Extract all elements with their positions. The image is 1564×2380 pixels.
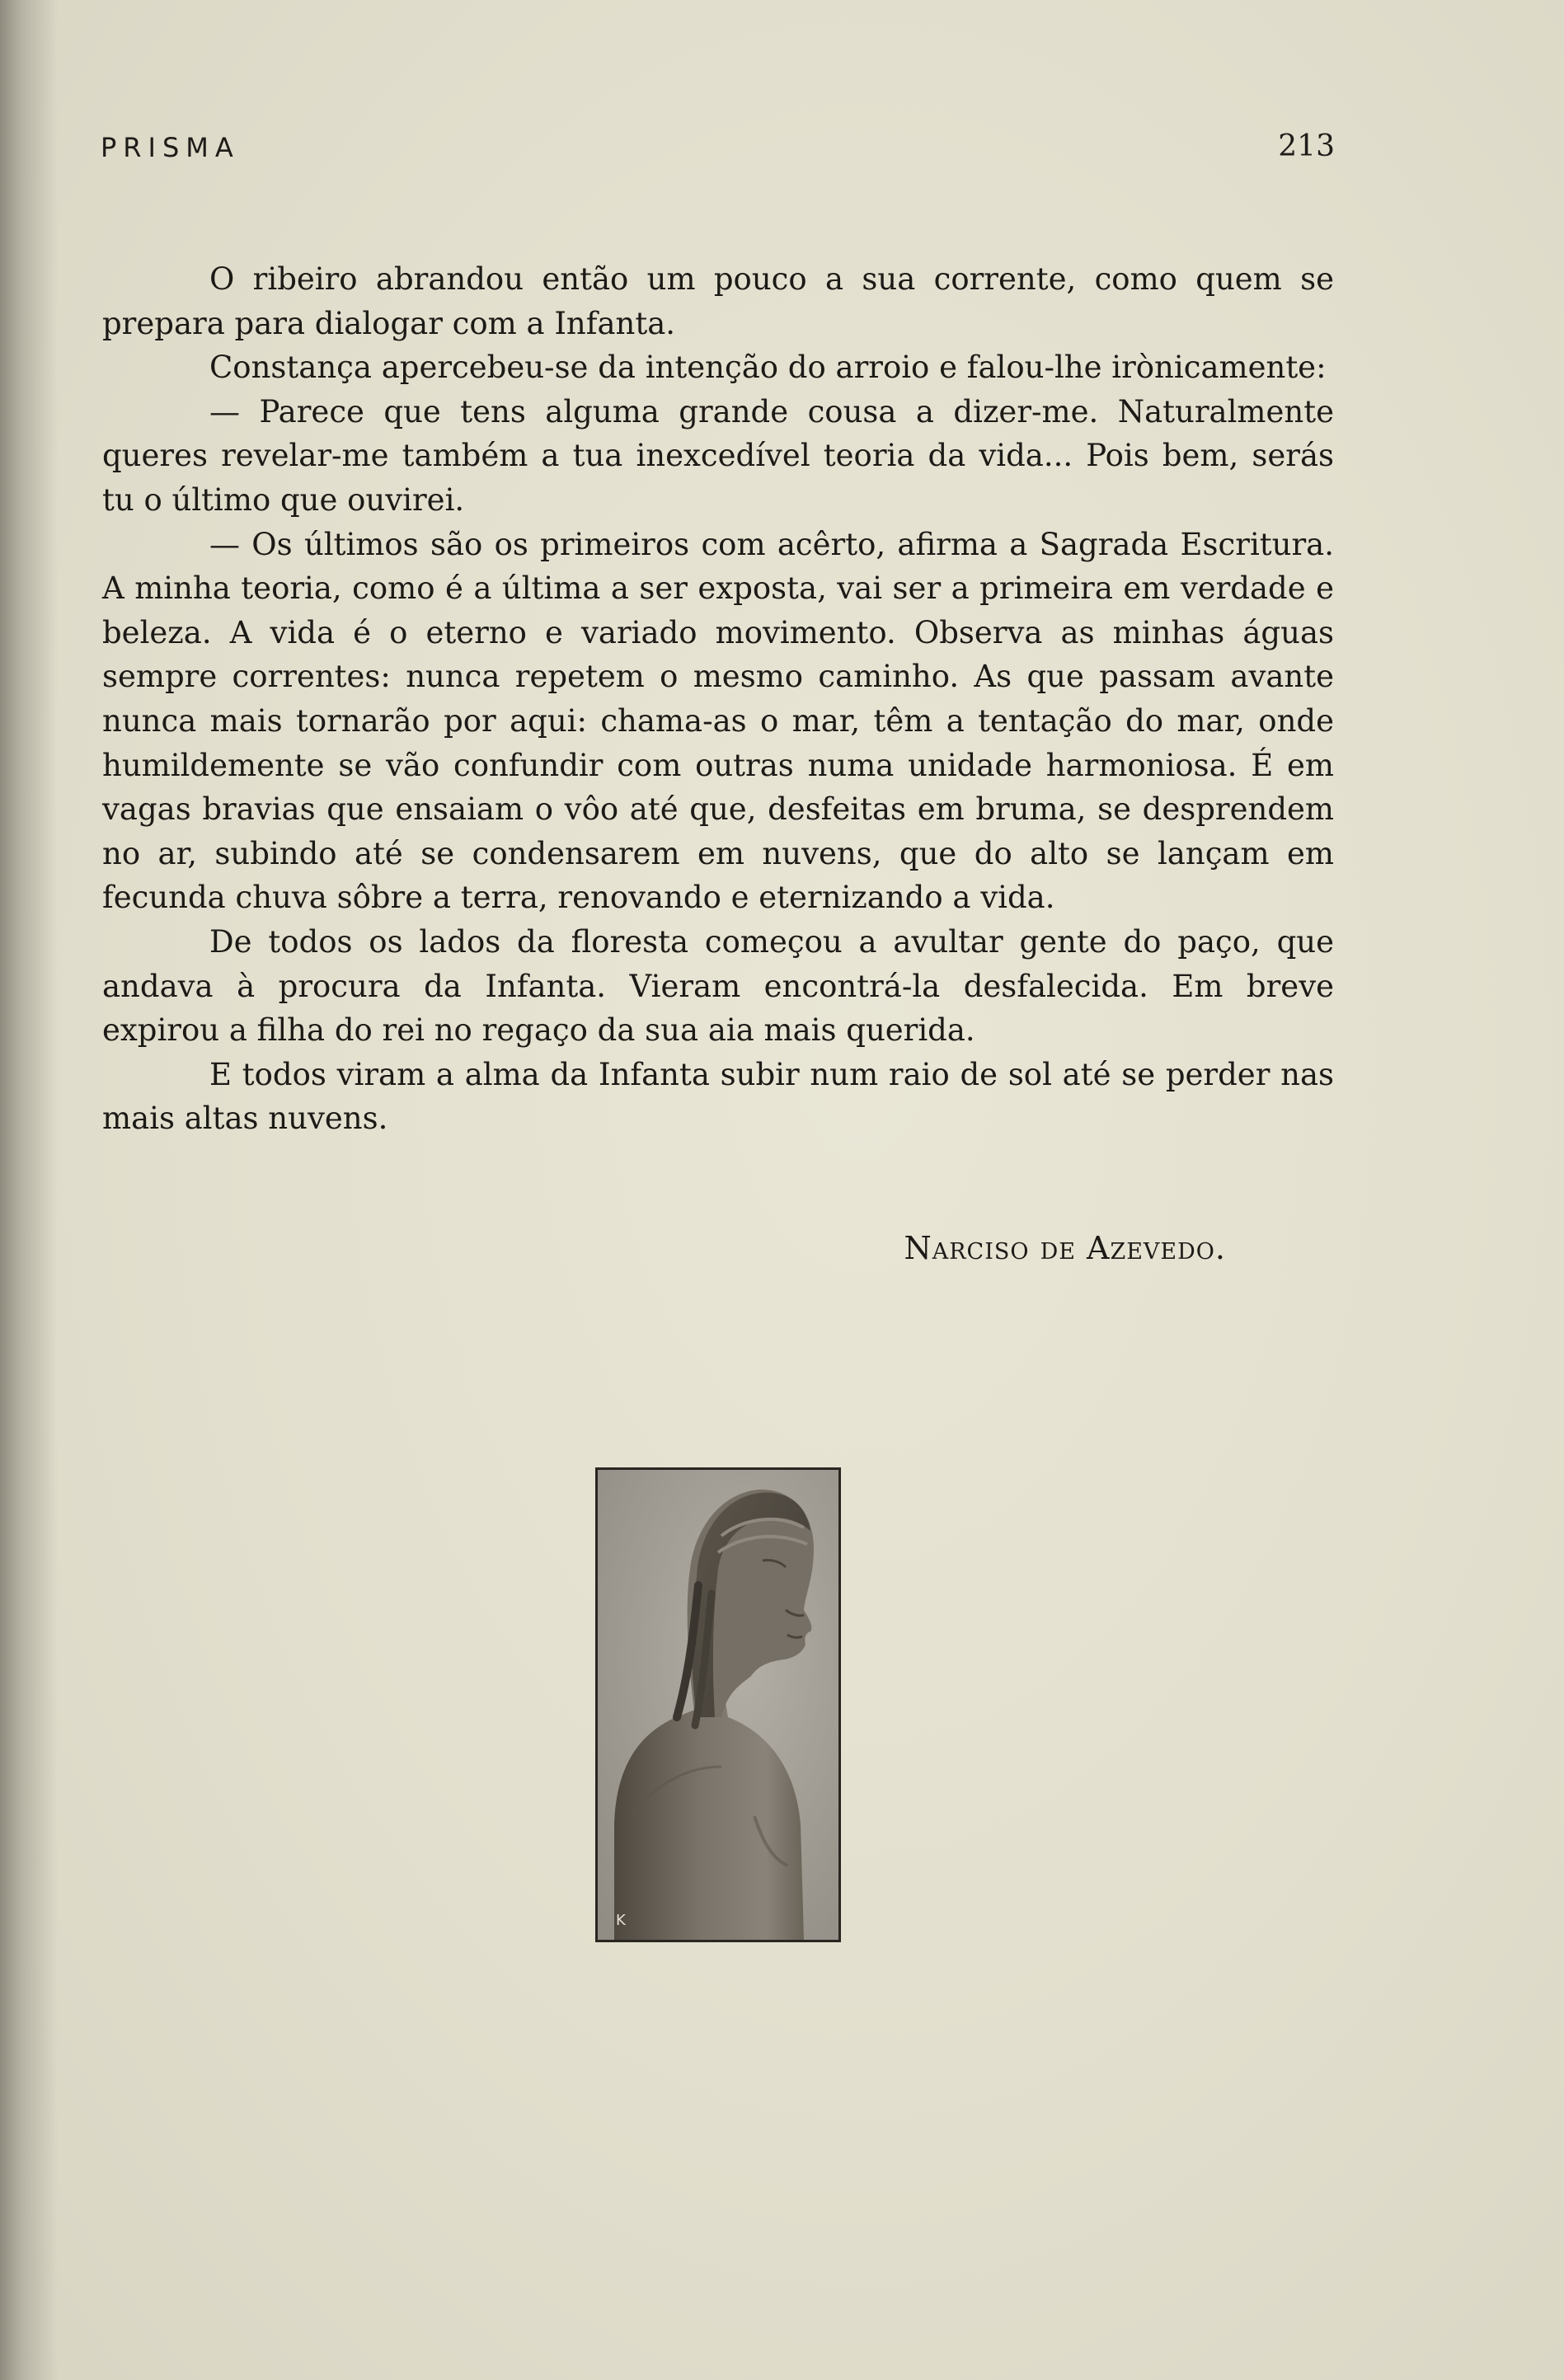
paragraph: — Os últimos são os primeiros com acêrto, afirma a Sagrada Escritura. A minha teoria, como é a última a ser exposta, vai ser a primeira em verdade e beleza. A vida é o eterno e variado movimento. Observa as minhas águas sempre correntes: nunca repetem o mesmo caminho. As que passam avante nunca mais tornarão por aqui: chama-as o mar, têm a tentação do mar, onde humildemente se vão confundir com outras numa unidade harmoniosa. É em vagas bravias que ensaiam o vôo até que, desfeitas em bruma, se desprendem no ar, subindo até se condensarem em nuvens, que do alto se lançam em fecunda chuva sôbre a terra, renovando e eternizando a vida. — [102, 526, 1334, 916]
body-text — [102, 257, 1334, 1141]
paragraph: — Parece que tens alguma grande cousa a dizer-me. Naturalmente queres revelar-me também a tua inexcedível teoria da vida... Pois bem, serás tu o último que ouvirei. — [102, 393, 1334, 518]
paragraph: De todos os lados da floresta começou a avultar gente do paço, que andava à procura da Infanta. Vieram encontrá-la desfalecida. Em breve expirou a filha do rei no regaço da sua aia mais querida. — [102, 923, 1334, 1049]
paragraph: Constança apercebeu-se da intenção do arroio e falou-lhe irònicamente: — [209, 350, 1327, 386]
running-title: PRISMA — [101, 132, 240, 163]
svg-text:K: K — [616, 1912, 626, 1929]
paragraph: O ribeiro abrandou então um pouco a sua corrente, como quem se prepara para dialogar com a Infanta. — [102, 261, 1334, 341]
author-signature: Narciso de Azevedo. — [904, 1230, 1226, 1266]
sculpture-photo-icon — [598, 1470, 838, 1940]
sculpture-photo — [595, 1467, 841, 1942]
gutter-shadow — [0, 0, 58, 2380]
page-number: 213 — [1278, 129, 1335, 163]
paragraph: E todos viram a alma da Infanta subir num raio de sol até se perder nas mais altas nuvens. — [102, 1056, 1334, 1137]
